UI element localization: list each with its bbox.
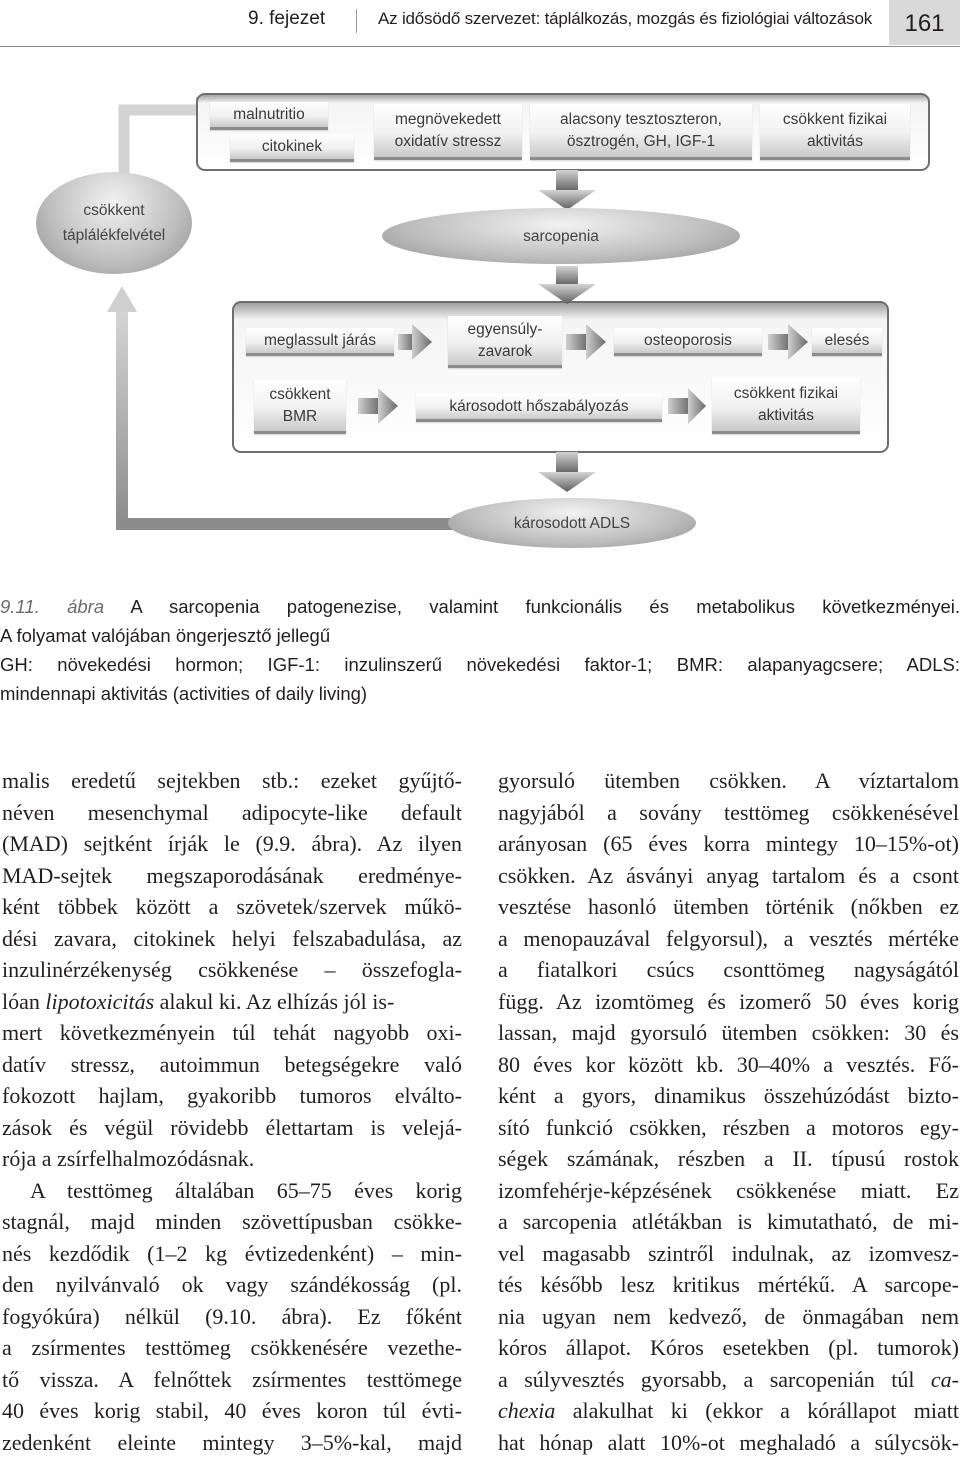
- box-impaired-thermoregulation: károsodott hőszabályozás: [416, 394, 662, 422]
- text-line: a fiatalkori csúcs csonttömeg nagyságától: [498, 957, 959, 982]
- body-column-left: [2, 765, 462, 1458]
- figure-word: ábra: [67, 596, 105, 617]
- text-line: csökken. Az ásványi anyag tartalom és a csont: [498, 862, 959, 888]
- text-line: lassan, majd gyorsuló ütemben csökken: 30 és: [498, 1020, 959, 1045]
- text-line: malis eredetű sejtekben stb.: ezeket gyűjtő-: [2, 768, 462, 793]
- text-line: vesztése hasonló ütemben történik (nőkben ez: [498, 894, 959, 919]
- text-line: a sarcopenia atlétákban is kimutatható, de mi-: [498, 1209, 959, 1234]
- text-line: arányosan (65 éves korra mintegy 10–15%-ot): [498, 831, 959, 856]
- text-line: sító funkció csökken, részben a motoros egy-: [498, 1114, 959, 1140]
- text-line: dési zavara, citokinek helyi felszabadulása, az: [2, 925, 462, 951]
- italic-term: ca-: [930, 1366, 960, 1392]
- figure-diagram: [0, 46, 960, 586]
- text-line: stagnál, majd minden szövettípusban csökke-: [2, 1209, 462, 1234]
- box-balance-disorders: egyensúly- zavarok: [448, 316, 562, 368]
- text-line: ként a gyors, dinamikus összehúzódást bizto-: [498, 1083, 959, 1108]
- header-separator: [356, 9, 357, 33]
- box-cytokines: citokinek: [230, 134, 354, 162]
- text-line: MAD-sejtek megszaporodásának eredménye-: [2, 862, 462, 888]
- text-line: fogyókúra) nélkül (9.10. ábra). Ez főként: [2, 1303, 462, 1329]
- body-column-right: [498, 765, 959, 1458]
- caption-text-1: A sarcopenia patogenezise, valamint funkcionális és metabolikus következményei.: [130, 596, 960, 617]
- caption-line-3: GH: növekedési hormon; IGF-1: inzulinszerű növekedési faktor-1; BMR: alapanyagcsere; ADLS:: [0, 654, 960, 675]
- text-line: mert következményein túl tehát nagyobb oxi-: [2, 1020, 462, 1045]
- page-number: 161: [889, 0, 960, 45]
- figure-number: 9.11.: [0, 596, 40, 617]
- text-line: (MAD) sejtként írják le (9.9. ábra). Az ilyen: [2, 831, 462, 856]
- running-header: [0, 0, 960, 47]
- text-line: néven mesenchymal adipocyte-like default: [2, 799, 462, 825]
- box-oxidative-stress: megnövekedett oxidatív stressz: [374, 104, 522, 160]
- text-line: a zsírmentes testtömeg csökkenésére vezethe-: [2, 1335, 462, 1360]
- caption-line-2: A folyamat valójában öngerjesztő jellegű: [0, 625, 331, 646]
- box-malnutrition: malnutritio: [210, 102, 328, 130]
- caption-line-4: mindennapi aktivitás (activities of daily living): [0, 683, 368, 704]
- text-line: izomfehérje-képzésének csökkenése miatt. Ez: [498, 1177, 959, 1203]
- text-line: chexia alakulhat ki (ekkor a kórállapot miatt: [498, 1398, 959, 1423]
- text-line: ként többek között a szövetek/szervek műkö-: [2, 894, 462, 919]
- oval-sarcopenia: sarcopenia: [382, 208, 740, 264]
- text-line: nia ugyan nem kedvező, de önmagában nem: [498, 1303, 959, 1329]
- text-line: 40 éves korig stabil, 40 éves koron túl évti-: [2, 1398, 462, 1423]
- text-line: den nyilvánvaló ok vagy szándékosság (pl.: [2, 1272, 462, 1297]
- figure-caption: [0, 592, 960, 708]
- box-reduced-bmr: csökkent BMR: [254, 380, 346, 434]
- text-line: datív stressz, autoimmun betegségekre való: [2, 1051, 462, 1077]
- oval-reduced-food-intake: csökkent táplálékfelvétel: [36, 172, 192, 274]
- text-line: inzulinérzékenység csökkenése – összefogla-: [2, 957, 462, 982]
- box-fall: elesés: [812, 328, 882, 356]
- text-line: hat hónap alatt 10%-ot meghaladó a súlycsök-: [498, 1429, 959, 1455]
- chapter-title: Az idősödő szervezet: táplálkozás, mozgás és fiziológiai változások: [378, 9, 873, 28]
- text-line: kóros állapot. Kóros esetekben (pl. tumorok): [498, 1335, 959, 1360]
- text-line: 80 éves kor között kb. 30–40% a vesztés. Fő-: [498, 1051, 959, 1077]
- down-arrow-to-consequences: [538, 266, 596, 304]
- down-arrow-to-adls: [538, 452, 596, 492]
- text-line: A testtömeg általában 65–75 éves korig: [30, 1177, 462, 1203]
- text-line: vel magasabb szintről indulnak, az izomvesz-: [498, 1240, 959, 1266]
- text-line: gyorsuló ütemben csökken. A víztartalom: [498, 768, 959, 793]
- box-osteoporosis: osteoporosis: [614, 328, 762, 356]
- caption-line-1: [0, 592, 960, 621]
- text-line: a menopauzával felgyorsul), a vesztés mértéke: [498, 925, 959, 951]
- text-line: nés kezdődik (1–2 kg évtizedenként) – min-: [2, 1240, 462, 1266]
- oval-impaired-adls: károsodott ADLS: [448, 498, 696, 548]
- text-line: lóan lipotoxicitás alakul ki. Az elhízás jól is-: [2, 988, 395, 1014]
- text-line: ségek számának, részben a II. típusú rostok: [498, 1146, 959, 1171]
- italic-term: lipotoxicitás: [45, 988, 155, 1014]
- text-line: függ. Az izomtömeg és izomerő 50 éves korig: [498, 988, 959, 1014]
- box-slowed-gait: meglassult járás: [246, 328, 394, 356]
- text-line: zások és végül rövidebb élettartam is velejá-: [2, 1114, 462, 1140]
- chapter-label: 9. fejezet: [248, 8, 326, 29]
- text-line: zedenként eleinte mintegy 3–5%-kal, majd: [2, 1429, 462, 1455]
- text-line: tő vissza. A felnőttek zsírmentes testtömege: [2, 1366, 462, 1392]
- text-line: fokozott hajlam, gyakoribb tumoros elválto-: [2, 1083, 462, 1108]
- text-line: tés később lesz kritikus mértékű. A sarcope-: [498, 1272, 959, 1297]
- italic-term: chexia: [498, 1398, 556, 1423]
- box-reduced-activity-top: csökkent fizikai aktivitás: [760, 104, 910, 160]
- text-line: rója a zsírfelhalmozódásnak.: [2, 1146, 255, 1171]
- box-hormones: alacsony tesztoszteron, ösztrogén, GH, IGF-1: [530, 104, 752, 160]
- text-line: a súlyvesztés gyorsabb, a sarcopenián túl ca-: [498, 1366, 960, 1392]
- down-arrow-to-sarcopenia: [538, 170, 596, 210]
- text-line: nagyjából a sovány testtömeg csökkenésével: [498, 799, 959, 825]
- box-reduced-activity-lower: csökkent fizikai aktivitás: [712, 378, 860, 434]
